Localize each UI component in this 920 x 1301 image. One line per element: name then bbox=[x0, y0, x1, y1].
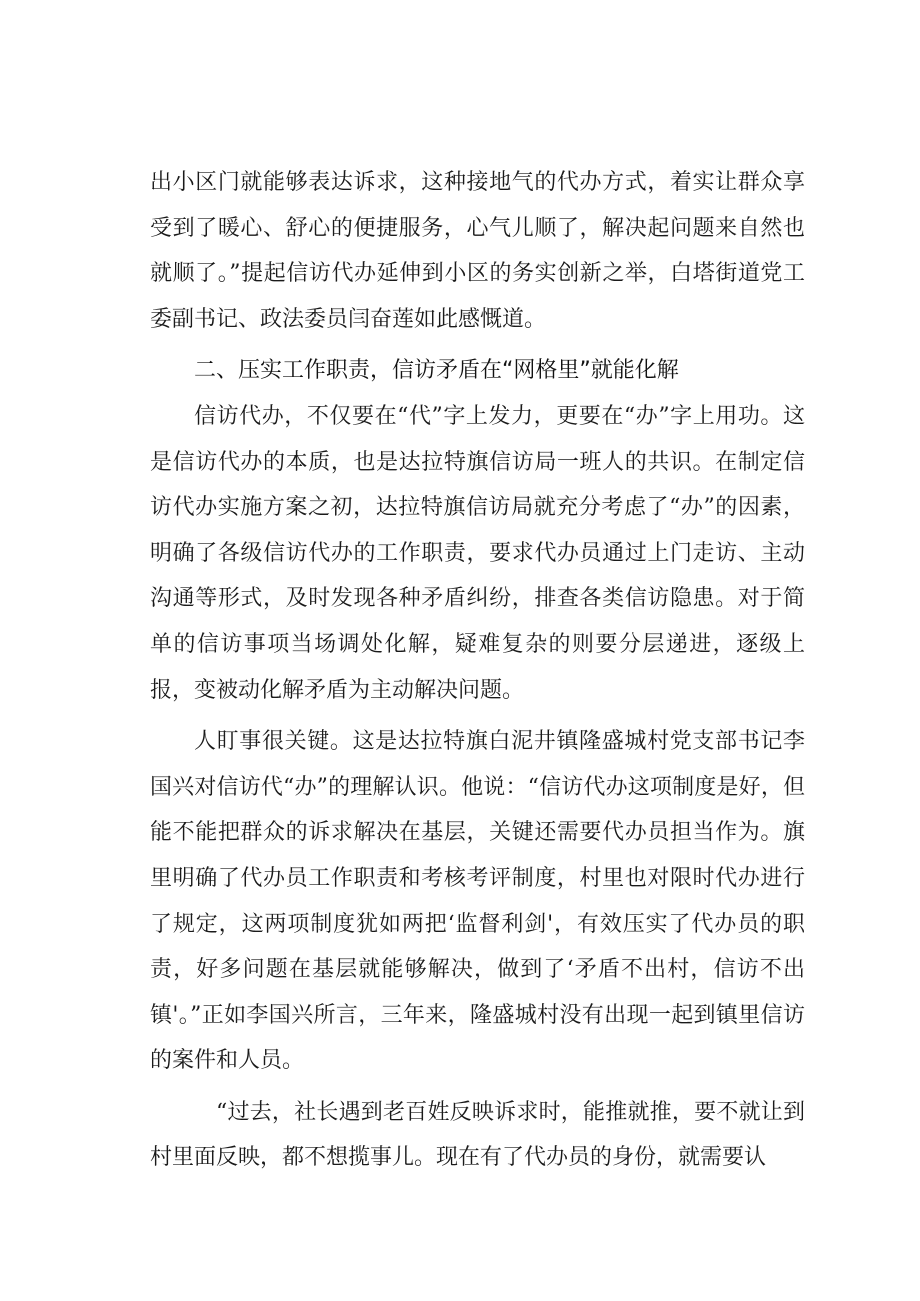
document-body bbox=[150, 160, 805, 1181]
paragraph-li-guoxing: 人盯事很关键。这是达拉特旗白泥井镇隆盛城村党支部书记李国兴对信访代“办”的理解认识。他说：“信访代办这项制度是好，但能不能把群众的诉求解决在基层，关键还需要代办员担当作为。旗里明确了代办员工作职责和考核考评制度，村里也对限时代办进行了规定，这两项制度犹如两把‘监督利剑'，有效压实了代办员的职责，好多问题在基层就能够解决，做到了‘矛盾不出村，信访不出镇'。”正如李国兴所言，三年来，隆盛城村没有出现一起到镇里信访的案件和人员。 bbox=[150, 729, 805, 1074]
paragraph-quote: “过去，社长遇到老百姓反映诉求时，能推就推，要不就让到村里面反映，都不想揽事儿。现在有了代办员的身份，就需要认 bbox=[150, 1099, 805, 1171]
paragraph-continued: 出小区门就能够表达诉求，这种接地气的代办方式，着实让群众享受到了暖心、舒心的便捷服务，心气儿顺了，解决起问题来自然也就顺了。”提起信访代办延伸到小区的务实创新之举，白塔街道党工委副书记、政法委员闫奋莲如此感慨道。 bbox=[150, 170, 805, 332]
paragraph-duties: 信访代办，不仅要在“代”字上发力，更要在“办”字上用功。这是信访代办的本质，也是达拉特旗信访局一班人的共识。在制定信访代办实施方案之初，达拉特旗信访局就充分考虑了“办”的因素，明确了各级信访代办的工作职责，要求代办员通过上门走访、主动沟通等形式，及时发现各种矛盾纠纷，排查各类信访隐患。对于简单的信访事项当场调处化解，疑难复杂的则要分层递进，逐级上报，变被动化解矛盾为主动解决问题。 bbox=[150, 403, 805, 703]
section-heading: 二、压实工作职责，信访矛盾在“网格里”就能化解 bbox=[194, 358, 679, 384]
